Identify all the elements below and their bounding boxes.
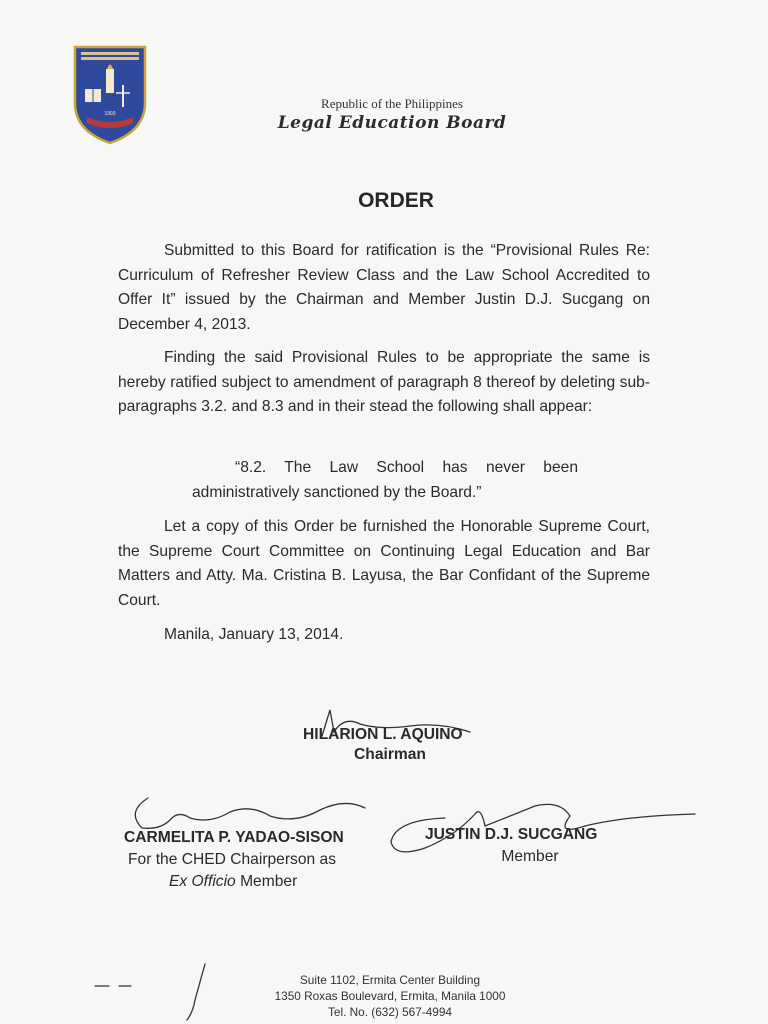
ex-officio-text: Ex Officio xyxy=(169,873,236,890)
chairman-name: HILARION L. AQUINO xyxy=(303,726,463,743)
svg-text:1993: 1993 xyxy=(104,111,116,117)
document-title: ORDER xyxy=(358,189,434,212)
body-paragraph-2: Finding the said Provisional Rules to be appropriate the same is hereby ratified subject to amendment of paragraph 8 thereof by deleting sub-paragraphs 3.2. and 8.3 and in their stead the following shall appear: xyxy=(118,349,650,415)
footer-address-2: 1350 Roxas Boulevard, Ermita, Manila 1000 xyxy=(274,989,506,1003)
body-paragraph-4: Let a copy of this Order be furnished the Honorable Supreme Court, the Supreme Court Committee on Continuing Legal Education and Bar Matters and Atty. Ma. Cristina B. Layusa, the Bar Confidant of the Supreme Court. xyxy=(118,518,650,609)
yadao-sison-name: CARMELITA P. YADAO-SISON xyxy=(124,829,344,846)
yadao-sison-role-line1: For the CHED Chairperson as xyxy=(128,851,336,868)
dateline: Manila, January 13, 2014. xyxy=(164,626,344,643)
chairman-title: Chairman xyxy=(354,746,426,763)
footer-address-1: Suite 1102, Ermita Center Building xyxy=(299,973,481,987)
sucgang-title: Member xyxy=(501,848,559,865)
header-country: Republic of the Philippines xyxy=(321,96,463,111)
header-agency: Legal Education Board xyxy=(277,113,507,133)
margin-initials-mark xyxy=(85,960,215,1024)
yadao-sison-role-line2 xyxy=(169,873,297,891)
body-paragraph-1: Submitted to this Board for ratification is the “Provisional Rules Re: Curriculum of Refresher Review Class and the Law School Accredited to Offer It” issued by the Chairman and Member Justin D.J. Sucgang on December 4, 2013. xyxy=(118,242,650,333)
footer-telephone: Tel. No. (632) 567-4994 xyxy=(328,1005,452,1019)
sucgang-name: JUSTIN D.J. SUCGANG xyxy=(425,826,598,843)
quoted-amendment: “8.2. The Law School has never been administratively sanctioned by the Board.” xyxy=(192,459,578,501)
member-text: Member xyxy=(235,873,298,890)
